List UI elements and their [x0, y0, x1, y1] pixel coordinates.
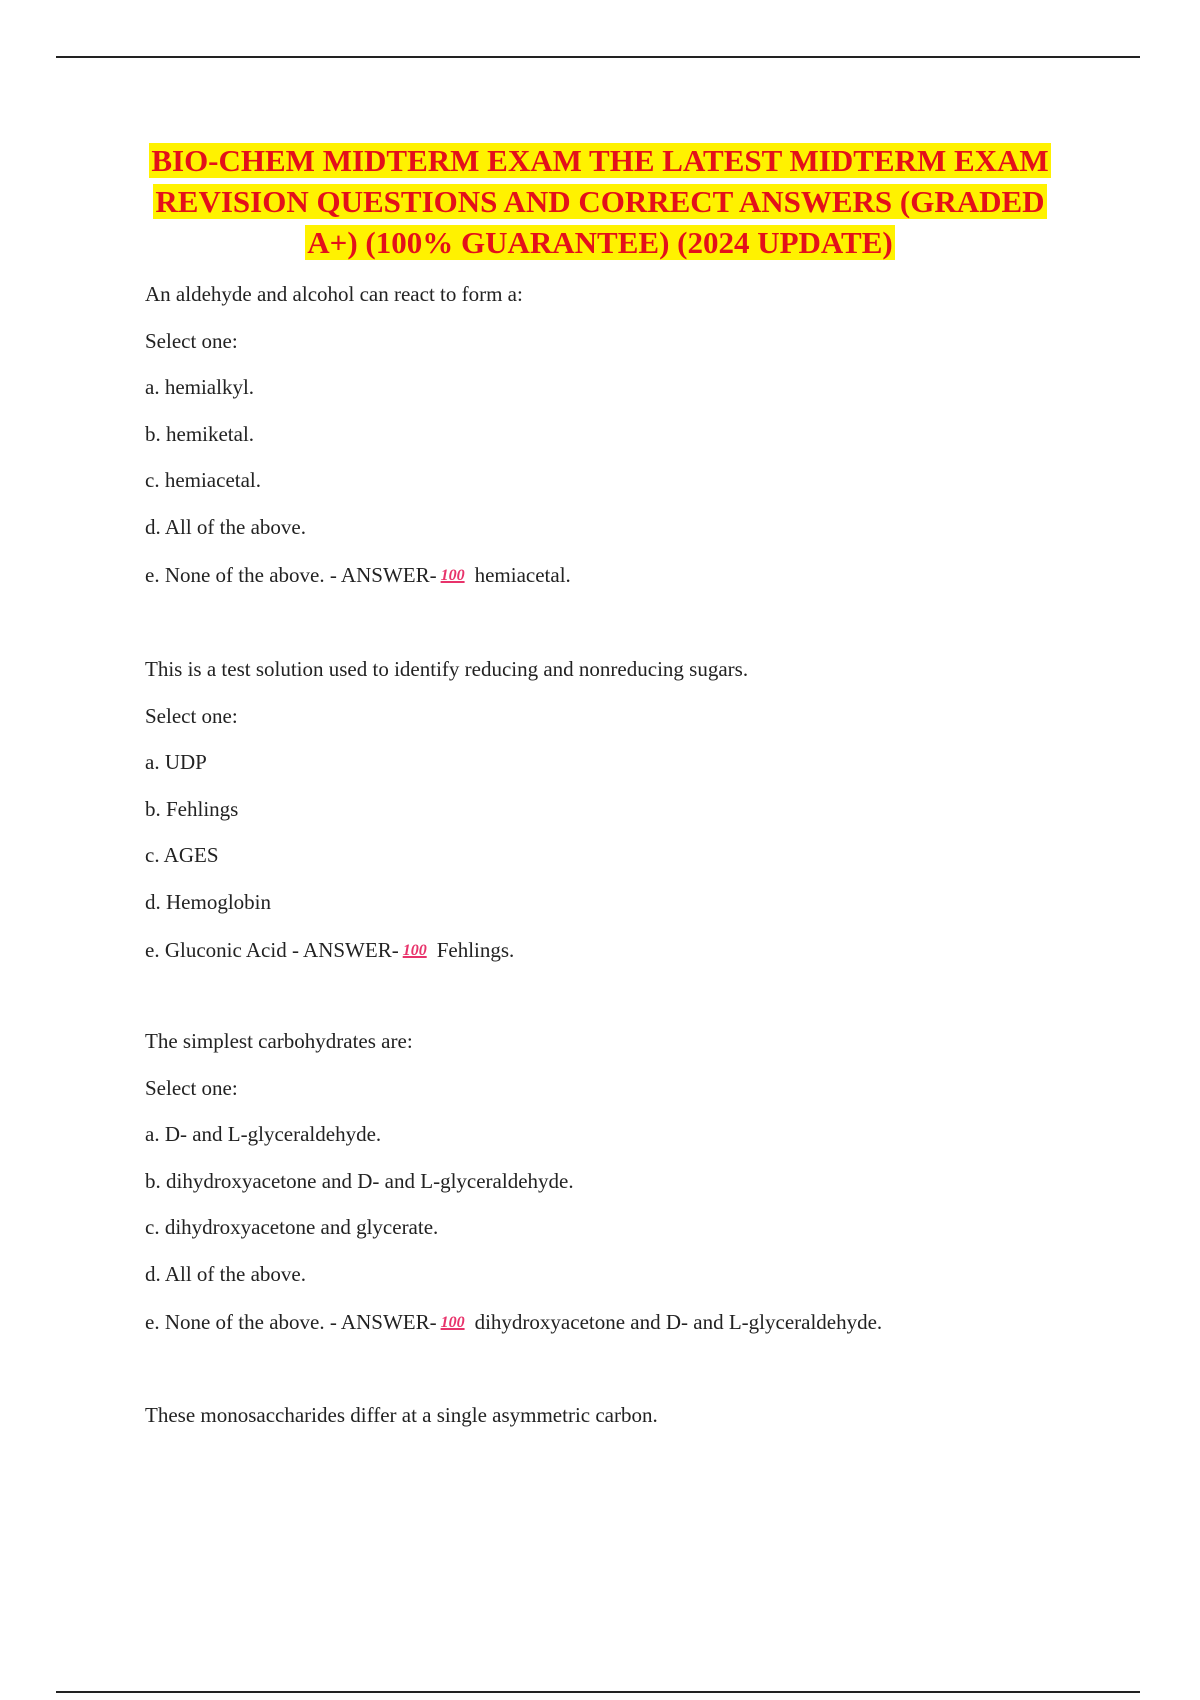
answer-option: b. dihydroxyacetone and D- and L-glyceraldehyde. — [145, 1168, 574, 1193]
title-line: REVISION QUESTIONS AND CORRECT ANSWERS (GRADED — [155, 184, 1045, 219]
answer-option: a. D- and L-glyceraldehyde. — [145, 1122, 382, 1146]
answer-option: b. Fehlings — [145, 796, 239, 821]
document-title — [130, 140, 1070, 263]
answer-option: a. UDP — [145, 750, 207, 774]
question-text: These monosaccharides differ at a single asymmetric carbon. — [145, 1403, 658, 1427]
answer-option: d. All of the above. — [145, 1261, 306, 1286]
select-one-label: Select one: — [145, 703, 238, 728]
answer-option: c. AGES — [145, 843, 219, 867]
answer-option-text: e. Gluconic Acid - ANSWER- — [145, 938, 399, 962]
answer-option-with-answer — [145, 938, 514, 963]
answer-option-with-answer — [145, 563, 571, 588]
title-line: BIO-CHEM MIDTERM EXAM THE LATEST MIDTERM EXAM — [151, 143, 1049, 178]
select-one-label: Select one: — [145, 328, 238, 353]
correct-answer: hemiacetal. — [474, 563, 571, 587]
select-one-label: Select one: — [145, 1075, 238, 1100]
hundred-points-icon: 100 — [440, 1314, 465, 1331]
question-text: This is a test solution used to identify reducing and nonreducing sugars. — [145, 657, 749, 681]
answer-option: a. hemialkyl. — [145, 375, 255, 399]
header-rule — [56, 56, 1140, 58]
answer-option: d. All of the above. — [145, 514, 306, 539]
hundred-points-icon: 100 — [440, 567, 465, 584]
footer-rule — [56, 1691, 1140, 1693]
answer-option-with-answer — [145, 1310, 882, 1335]
answer-option-text: e. None of the above. - ANSWER- — [145, 563, 437, 587]
answer-option: c. hemiacetal. — [145, 468, 262, 492]
question-text: An aldehyde and alcohol can react to form a: — [145, 282, 523, 306]
question-text: The simplest carbohydrates are: — [145, 1029, 413, 1053]
correct-answer: dihydroxyacetone and D- and L-glyceraldehyde. — [474, 1310, 883, 1334]
title-line: A+) (100% GUARANTEE) (2024 UPDATE) — [307, 225, 893, 260]
answer-option: b. hemiketal. — [145, 421, 255, 446]
answer-option: d. Hemoglobin — [145, 889, 271, 914]
hundred-points-icon: 100 — [402, 942, 427, 959]
correct-answer: Fehlings. — [436, 938, 515, 962]
answer-option: c. dihydroxyacetone and glycerate. — [145, 1215, 439, 1239]
answer-option-text: e. None of the above. - ANSWER- — [145, 1310, 437, 1334]
